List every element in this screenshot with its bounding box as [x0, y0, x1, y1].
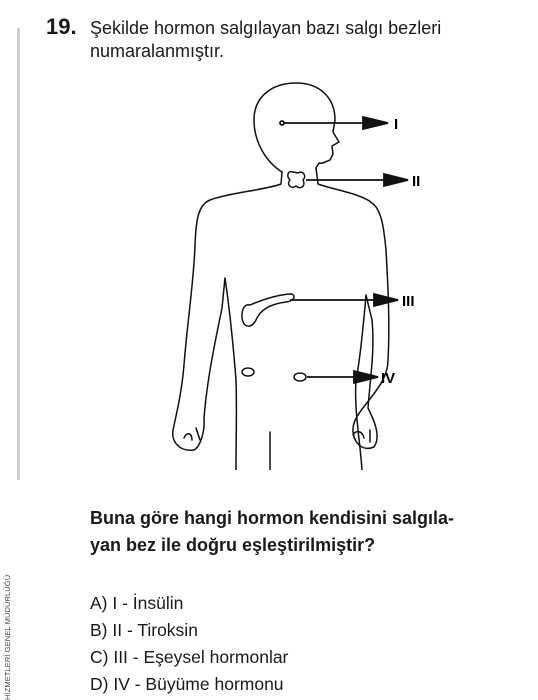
left-gonad	[242, 368, 254, 376]
question-text-line-1: Şekilde hormon salgılayan bazı salgı bezleri	[90, 18, 442, 38]
left-hand-fingers	[184, 428, 200, 440]
question-prompt-line-1: Buna göre hangi hormon kendisini salgıla-	[90, 508, 455, 528]
option-b[interactable]: B) II - Tiroksin	[90, 620, 198, 640]
label-2: II	[412, 173, 421, 190]
side-bar	[17, 28, 20, 480]
arrow-head-4	[354, 371, 378, 383]
thyroid-gland	[288, 172, 305, 188]
question-prompt	[90, 505, 520, 559]
human-body-figure	[170, 80, 460, 470]
body-outline-right	[316, 168, 389, 470]
arrow-head-1	[363, 117, 388, 129]
question-prompt-line-2: yan bez ile doğru eşleştirilmiştir?	[90, 535, 376, 555]
option-a[interactable]: A) I - İnsülin	[90, 593, 184, 613]
body-outline-left	[173, 172, 282, 470]
option-d[interactable]: D) IV - Büyüme hormonu	[90, 674, 284, 694]
pancreas-gland	[242, 294, 294, 326]
label-3: III	[402, 293, 415, 310]
answer-options	[90, 590, 520, 698]
arrow-origin-1	[280, 121, 284, 125]
label-4: IV	[381, 370, 396, 387]
option-c[interactable]: C) III - Eşeysel hormonlar	[90, 647, 289, 667]
side-footer-text: HİZMETLERİ GENEL MÜDÜRLÜĞÜ	[3, 574, 12, 700]
body-outline-head	[254, 83, 339, 172]
arrow-head-2	[384, 174, 408, 186]
label-1: I	[394, 116, 399, 133]
question-text	[90, 17, 520, 63]
right-gonad	[294, 373, 306, 381]
arrow-head-3	[374, 294, 398, 306]
question-text-line-2: numaralanmıştır.	[90, 41, 225, 61]
question-number: 19.	[46, 14, 77, 39]
